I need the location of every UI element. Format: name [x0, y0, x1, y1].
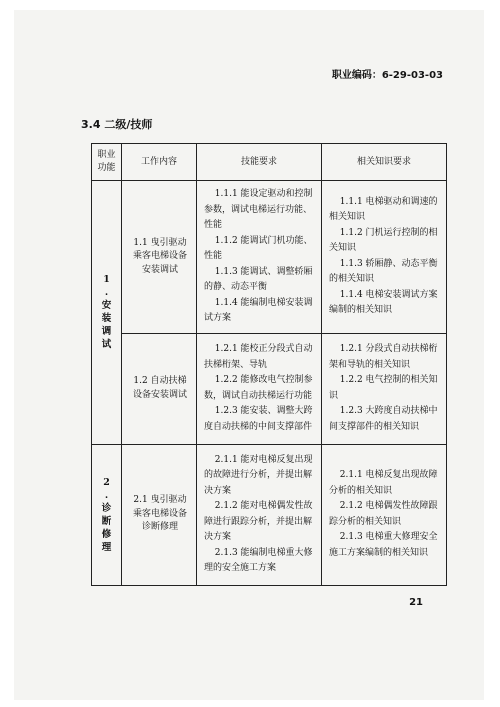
skills-table: [91, 143, 447, 586]
requirement-item: 1.1.2 门机运行控制的相关知识: [329, 227, 438, 254]
table-header-row: [92, 144, 447, 181]
requirement-item: 1.1.2 能调试门机功能、性能: [204, 235, 313, 261]
work-content-cell: 1.2 自动扶梯设备安装调试: [122, 333, 197, 444]
requirement-item: 2.1.3 能编制电梯重大修理的安全施工方案: [204, 547, 313, 573]
function-label-char: .: [104, 287, 109, 299]
requirement-item: 1.1.1 能设定驱动和控制参数，调试电梯运行功能、性能: [204, 189, 313, 230]
requirement-item: 2.1.3 电梯重大修理安全施工方案编制的相关知识: [329, 532, 438, 558]
function-label-char: 理: [101, 541, 112, 553]
table-row: [92, 333, 447, 444]
requirement-item: 2.1.1 能对电梯反复出现的故障进行分析，并提出解决方案: [204, 454, 313, 496]
skills-cell: [197, 333, 322, 444]
requirement-item: 1.2.2 能修改电气控制参数，调试自动扶梯运行功能: [204, 375, 313, 401]
function-label-char: 试: [101, 339, 112, 351]
function-label-char: 诊: [101, 502, 112, 514]
requirement-item: 1.2.3 大跨度自动扶梯中间支撑部件的相关知识: [329, 406, 438, 432]
function-cell: [92, 444, 122, 585]
requirement-item: 1.2.1 能校正分段式自动扶梯桁架、导轨: [204, 344, 313, 370]
table-row: [92, 181, 447, 334]
function-label-char: 装: [101, 313, 112, 325]
header-function: 职业 功能: [92, 144, 122, 181]
function-label-char: .: [104, 489, 109, 501]
header-skills: 技能要求: [197, 144, 322, 181]
requirement-item: 2.1.2 能对电梯偶发性故障进行跟踪分析，并提出解决方案: [204, 501, 313, 542]
knowledge-cell: [322, 333, 447, 444]
function-cell: [92, 181, 122, 445]
requirement-item: 2.1.1 电梯反复出现故障分析的相关知识: [329, 470, 438, 496]
requirement-item: 1.1.3 轿厢静、动态平衡的相关知识: [329, 258, 438, 285]
function-label-char: 修: [101, 528, 112, 540]
requirement-item: 1.1.3 能调试、调整轿厢的静、动态平衡: [204, 266, 313, 292]
knowledge-cell: [322, 444, 447, 585]
skills-cell: [197, 181, 322, 334]
occupation-code: 职业编码：6-29-03-03: [331, 70, 443, 81]
function-label-char: 断: [101, 515, 112, 527]
function-label-char: 调: [101, 326, 112, 338]
section-title: 3.4 二级/技师: [81, 118, 153, 131]
requirement-item: 1.2.1 分段式自动扶梯桁架和导轨的相关知识: [329, 344, 438, 370]
work-content-cell: 2.1 曳引驱动乘客电梯设备诊断修理: [122, 444, 197, 585]
requirement-item: 1.1.4 能编制电梯安装调试方案: [204, 297, 313, 323]
function-label-char: 安: [101, 300, 112, 312]
skills-cell: [197, 444, 322, 585]
requirement-item: 1.2.3 能安装、调整大跨度自动扶梯的中间支撑部件: [204, 406, 313, 432]
header-work: 工作内容: [122, 144, 197, 181]
knowledge-cell: [322, 181, 447, 334]
requirement-item: 1.1.4 电梯安装调试方案编制的相关知识: [329, 289, 438, 316]
header-knowledge: 相关知识要求: [322, 144, 447, 181]
function-label-char: 2: [103, 476, 110, 488]
requirement-item: 1.1.1 电梯驱动和调速的相关知识: [329, 196, 438, 223]
page-number: 21: [409, 597, 423, 608]
requirement-item: 1.2.2 电气控制的相关知识: [329, 375, 438, 401]
function-label-char: 1: [103, 274, 110, 286]
table-row: [92, 444, 447, 585]
requirement-item: 2.1.2 电梯偶发性故障跟踪分析的相关知识: [329, 501, 438, 527]
work-content-cell: 1.1 曳引驱动乘客电梯设备安装调试: [122, 181, 197, 334]
